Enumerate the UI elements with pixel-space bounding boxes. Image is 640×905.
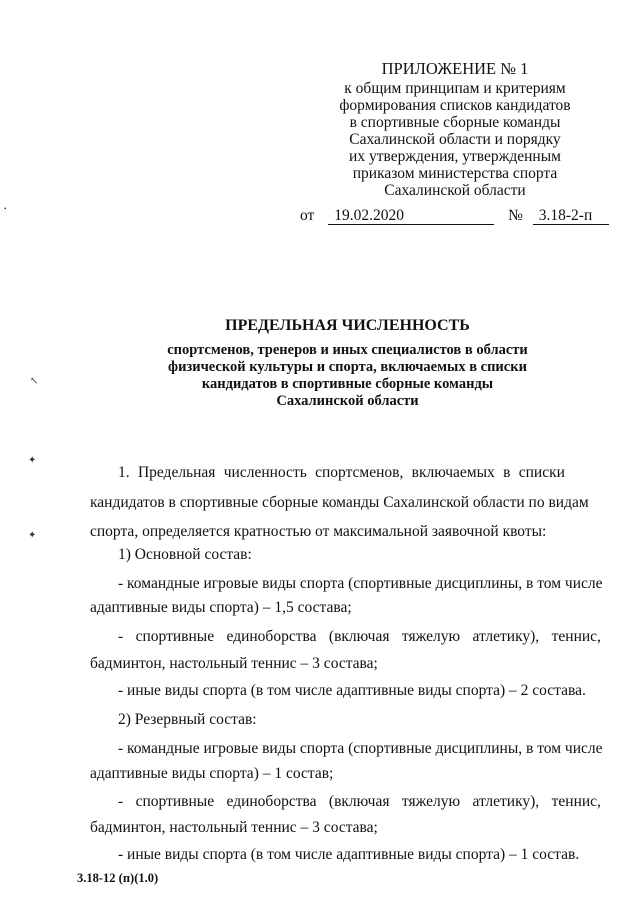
word: теннис, [551, 793, 601, 810]
number-prefix: № [508, 207, 523, 224]
appendix-line: к общим принципам и критериям [344, 80, 566, 97]
order-date: 19.02.2020 [328, 207, 494, 225]
scan-mark: ✦ [28, 455, 37, 466]
word: спортивные [135, 628, 215, 645]
appendix-line: Сахалинской области [384, 182, 526, 199]
appendix-line: их утверждения, утвержденным [349, 148, 561, 165]
word: единоборства [226, 793, 317, 810]
word: Предельная [137, 464, 216, 481]
main-item-2-line-1 [118, 628, 601, 646]
appendix-block [336, 60, 574, 199]
word: атлетику), [472, 628, 540, 645]
subtitle-line: Сахалинской области [276, 393, 419, 409]
document-title: ПРЕДЕЛЬНАЯ ЧИСЛЕННОСТЬ [225, 317, 470, 334]
appendix-line: приказом министерства спорта [352, 165, 558, 182]
reserve-item-1-line-2: адаптивные виды спорта) – 1 состав; [90, 765, 334, 782]
reserve-item-3: - иные виды спорта (в том числе адаптивные виды спорта) – 1 состав. [118, 846, 580, 863]
subtitle-line: физической культуры и спорта, включаемых в списки [168, 359, 527, 375]
word: спортсменов, [315, 464, 404, 481]
main-item-3: - иные виды спорта (в том числе адаптивные виды спорта) – 2 состава. [118, 682, 586, 699]
paragraph-1-line-2: кандидатов в спортивные сборные команды Сахалинской области по видам [90, 494, 589, 511]
paragraph-1-line-3: спорта, определяется кратностью от максимальной заявочной квоты: [90, 523, 547, 540]
document-code: 3.18-12 (п)(1.0) [77, 871, 159, 885]
order-date-number [300, 207, 609, 225]
word: (включая [328, 628, 390, 645]
appendix-line: в спортивные сборные команды [349, 114, 561, 131]
subtitle-line: спортсменов, тренеров и иных специалистов в области [167, 342, 528, 358]
word: в [503, 464, 511, 481]
word: - [118, 793, 124, 810]
paragraph-1-line-1 [118, 464, 565, 482]
date-prefix: от [300, 207, 315, 224]
appendix-title: ПРИЛОЖЕНИЕ № 1 [381, 59, 529, 78]
word: 1. [118, 464, 130, 481]
word: спортивные [135, 793, 215, 810]
order-number: 3.18-2-п [533, 207, 609, 225]
word: теннис, [551, 628, 601, 645]
appendix-line: формирования списков кандидатов [339, 97, 571, 114]
scan-mark: ✦ [28, 530, 37, 541]
word: тяжелую [401, 628, 461, 645]
main-item-1-line-1: - командные игровые виды спорта (спортивные дисциплины, в том числе [118, 575, 603, 592]
reserve-item-2-line-2: бадминтон, настольный теннис – 3 состава; [90, 819, 378, 836]
word: единоборства [226, 628, 317, 645]
word: тяжелую [401, 793, 461, 810]
reserve-item-1-line-1: - командные игровые виды спорта (спортивные дисциплины, в том числе [118, 740, 603, 757]
word: атлетику), [472, 793, 540, 810]
word: списки [518, 464, 565, 481]
reserve-squad-header: 2) Резервный состав: [118, 711, 257, 728]
reserve-item-2-line-1 [118, 793, 601, 811]
appendix-line: Сахалинской области и порядку [349, 131, 561, 148]
word: численность [223, 464, 307, 481]
scan-mark: ↖ [30, 376, 39, 387]
word: (включая [328, 793, 390, 810]
main-item-2-line-2: бадминтон, настольный теннис – 3 состава; [90, 655, 378, 672]
subtitle-line: кандидатов в спортивные сборные команды [201, 376, 494, 392]
scan-mark: • [4, 205, 7, 213]
main-squad-header: 1) Основной состав: [118, 546, 252, 563]
document-subtitle [150, 342, 545, 410]
word: - [118, 628, 124, 645]
main-item-1-line-2: адаптивные виды спорта) – 1,5 состава; [90, 599, 352, 616]
word: включаемых [411, 464, 495, 481]
